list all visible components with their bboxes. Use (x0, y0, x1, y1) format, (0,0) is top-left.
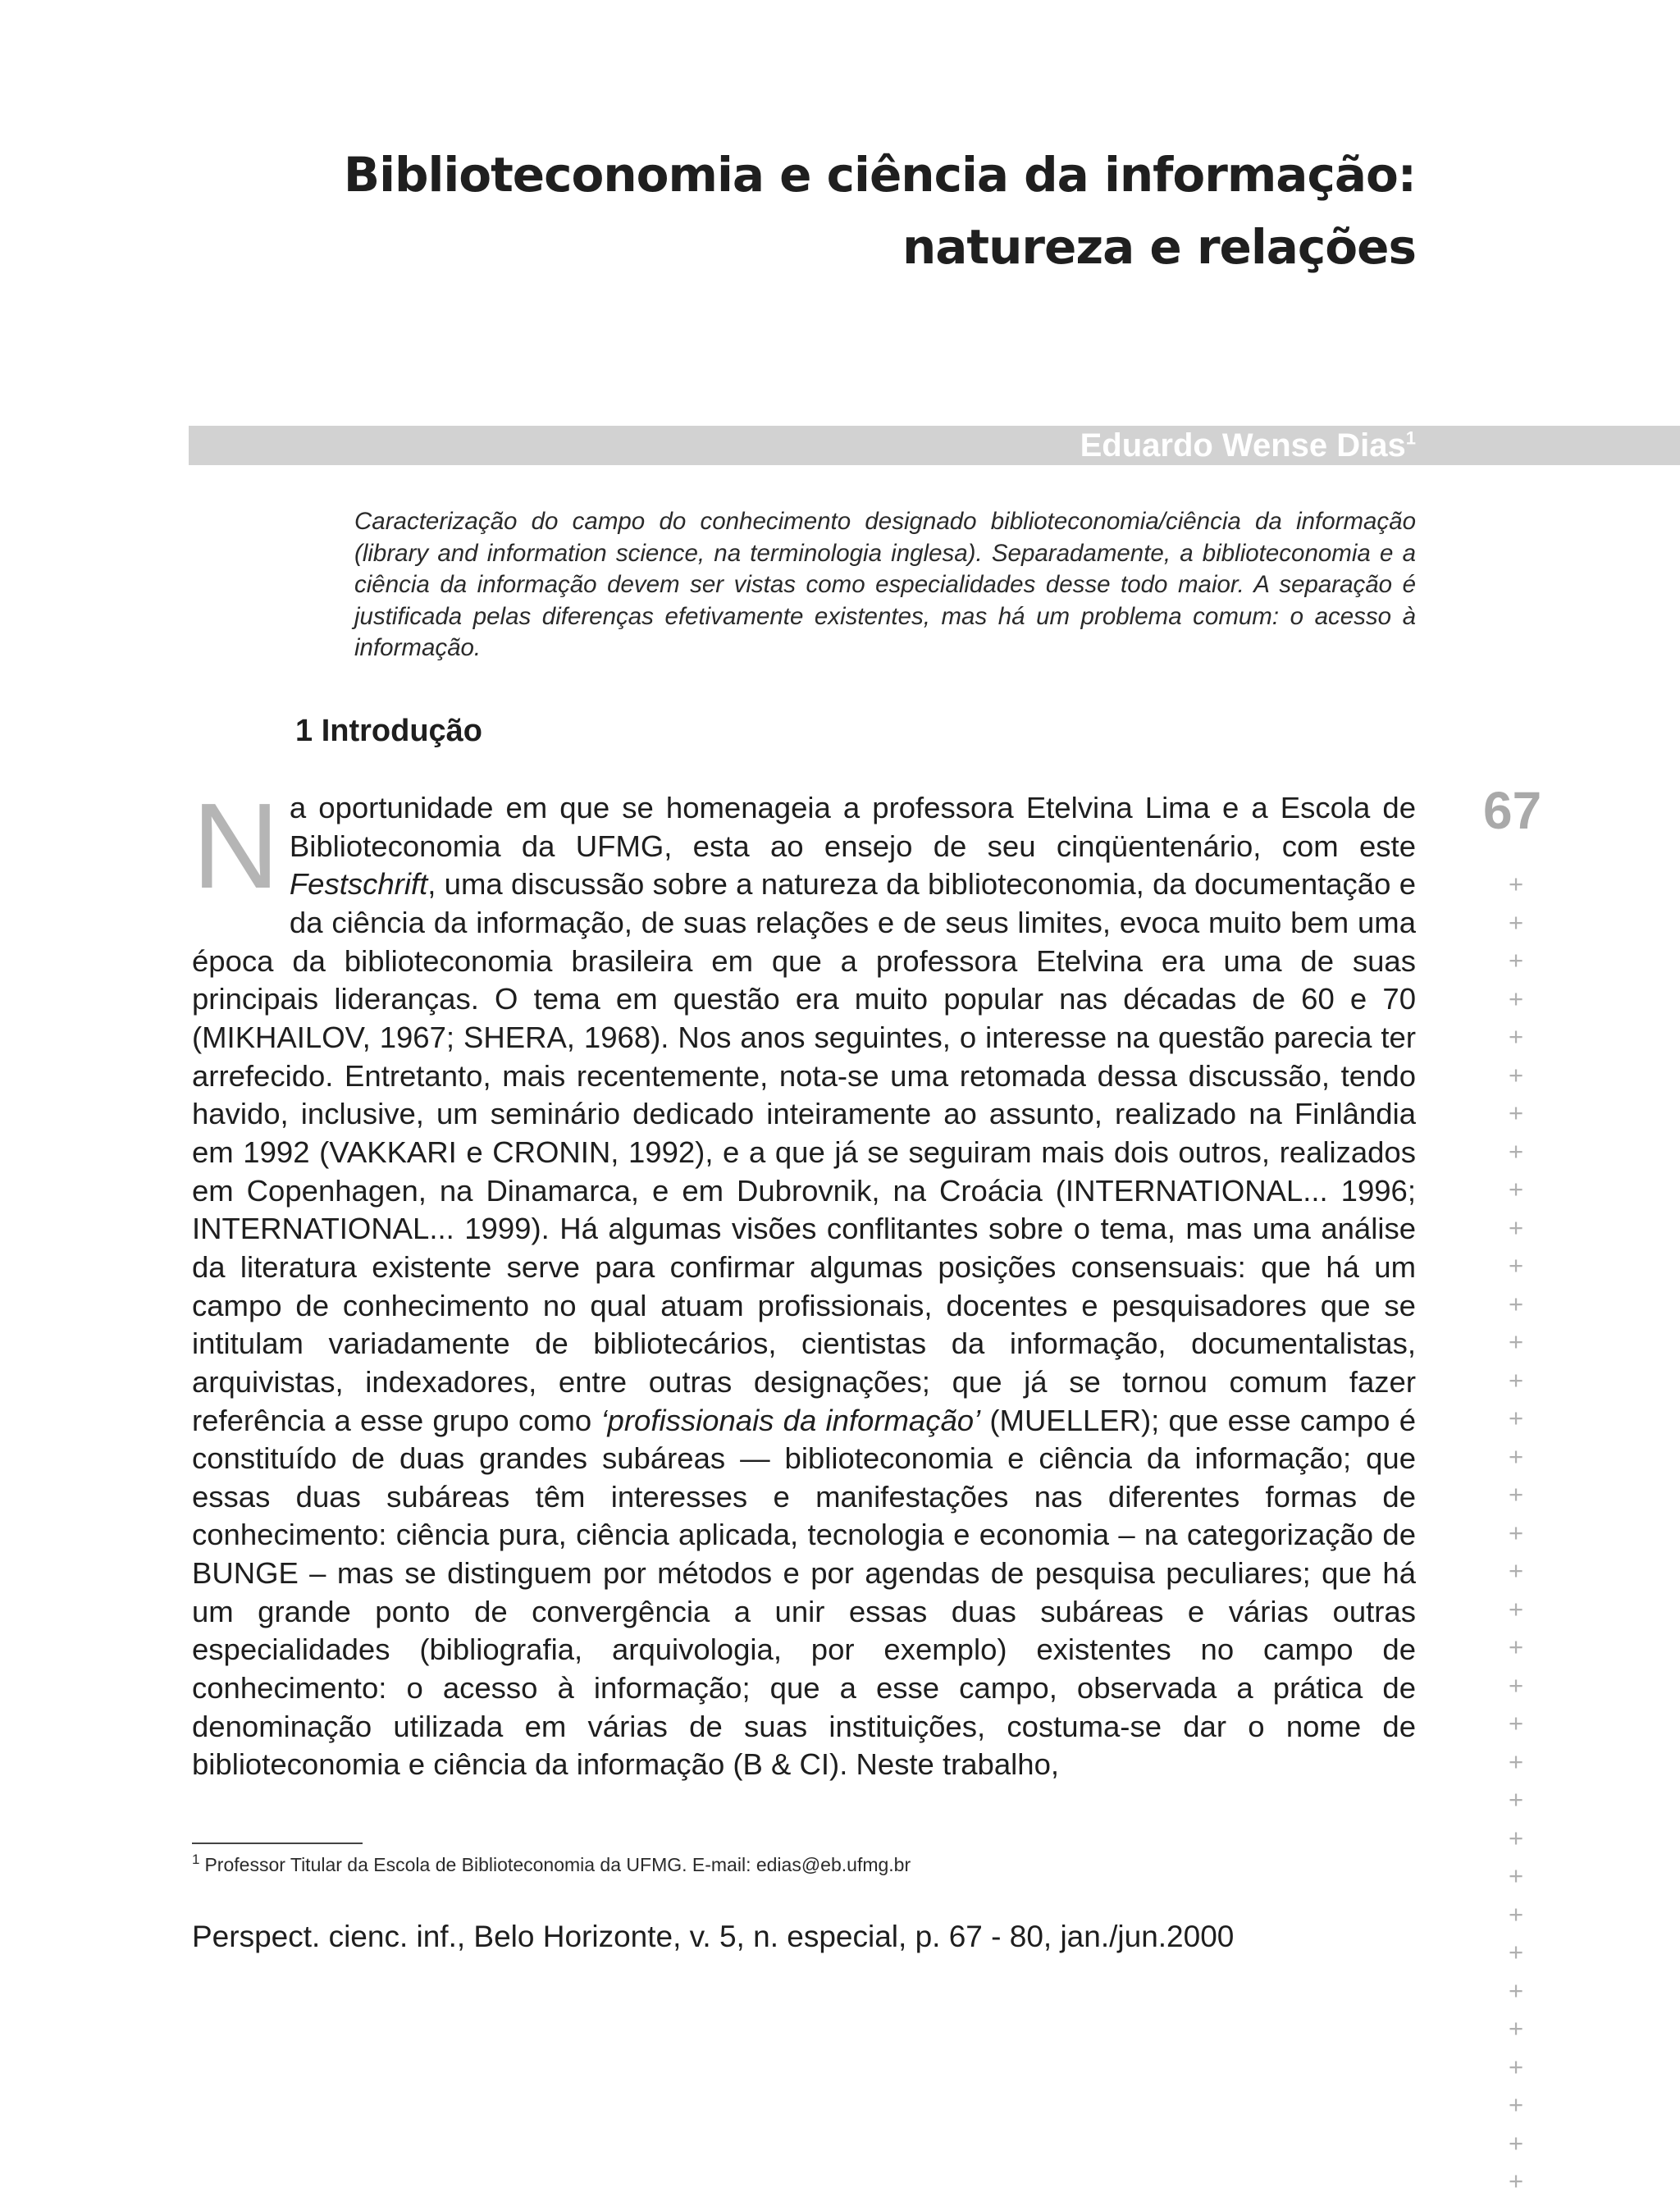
section-heading: 1 Introdução (295, 714, 483, 748)
author-name (1080, 427, 1416, 463)
margin-plus-mark: + (1508, 1404, 1524, 1432)
margin-plus-mark: + (1508, 1060, 1524, 1089)
margin-plus-mark: + (1508, 946, 1524, 975)
margin-plus-mark: + (1508, 1861, 1524, 1890)
journal-citation: Perspect. cienc. inf., Belo Horizonte, v. 5, n. especial, p. 67 - 80, jan./jun.2000 (192, 1920, 1235, 1953)
body-text-italic-2: ‘profissionais da informação’ (600, 1403, 981, 1437)
margin-plus-mark: + (1508, 2090, 1524, 2119)
abstract: Caracterização do campo do conhecimento designado biblioteconomia/ciência da informação (library and information science, na terminologia inglesa). Separadamente, a biblioteconomia e a ciência da informação devem ser vistas como especialidades desse todo maior. A separação é justificada pelas diferenças efetivamente existentes, mas há um problema comum: o acesso à informação. (354, 508, 1416, 661)
margin-plus-mark: + (1508, 1365, 1524, 1395)
margin-plus-marks (1504, 865, 1528, 2201)
margin-plus-mark: + (1508, 1938, 1524, 1966)
margin-plus-mark: + (1508, 1556, 1524, 1585)
footnote (192, 1852, 911, 1877)
margin-plus-mark: + (1508, 1899, 1524, 1929)
body-text (192, 779, 1416, 1784)
margin-plus-mark: + (1508, 1747, 1524, 1776)
margin-plus-mark: + (1508, 1175, 1524, 1203)
margin-plus-mark: + (1508, 1975, 1524, 2005)
margin-plus-mark: + (1508, 1594, 1524, 1623)
drop-cap: N (192, 779, 280, 914)
margin-plus-mark: + (1508, 1327, 1524, 1356)
margin-plus-mark: + (1508, 1480, 1524, 1509)
margin-plus-mark: + (1508, 1785, 1524, 1814)
author-name-text: Eduardo Wense Dias (1080, 427, 1406, 463)
margin-plus-mark: + (1508, 1251, 1524, 1280)
author-footnote-ref: 1 (1405, 427, 1416, 449)
margin-plus-mark: + (1508, 1212, 1524, 1242)
body-text-italic-1: Festschrift (289, 867, 428, 902)
author-bar (189, 426, 1680, 465)
margin-plus-mark: + (1508, 1098, 1524, 1127)
margin-plus-mark: + (1508, 1136, 1524, 1166)
body-text-part-1: a oportunidade em que se homenageia a professora Etelvina Lima e a Escola de Biblioteconomia da UFMG, esta ao ensejo de seu cinqüentenário, com este (289, 791, 1416, 863)
margin-plus-mark: + (1508, 1441, 1524, 1471)
article-title-line-2: natureza e relações (902, 218, 1416, 275)
margin-plus-mark: + (1508, 1670, 1524, 1700)
article-title-line-1: Biblioteconomia e ciência da informação: (343, 146, 1416, 203)
footnote-text: Professor Titular da Escola de Biblioteconomia da UFMG. E-mail: edias@eb.ufmg.br (204, 1854, 911, 1875)
margin-plus-mark: + (1508, 2128, 1524, 2158)
margin-plus-mark: + (1508, 2167, 1524, 2195)
margin-plus-mark: + (1508, 1289, 1524, 1318)
body-text-part-3: (MUELLER); que esse campo é constituído de duas grandes subáreas — biblioteconomia e ciência da informação; que essas duas subáreas têm interesses e manifestações nas diferentes formas de conhecimento: ciência pura, ciência aplicada, tecnologia e economia – na categorização de BUNGE – mas se distinguem por métodos e por agendas de pesquisa peculiares; que há um grande ponto de convergência a unir essas duas subáreas e várias outras especialidades (bibliografia, arquivologia, por exemplo) existentes no campo de conhecimento: o acesso à informação; que a esse campo, observada a prática de denominação utilizada em várias de suas instituições, costuma-se dar o nome de biblioteconomia e ciência da informação (B & CI). Neste trabalho, (192, 1403, 1416, 1782)
page-number: 67 (1483, 781, 1542, 840)
margin-plus-mark: + (1508, 907, 1524, 937)
body-text-part-2: , uma discussão sobre a natureza da biblioteconomia, da documentação e da ciência da informação, de suas relações e de seus limites, evoca muito bem uma época da biblioteconomia brasileira em que a professora Etelvina era uma de suas principais lideranças. O tema em questão era muito popular nas décadas de 60 e 70 (MIKHAILOV, 1967; SHERA, 1968). Nos anos seguintes, o interesse na questão parecia ter arrefecido. Entretanto, mais recentemente, nota-se uma retomada dessa discussão, tendo havido, inclusive, um seminário dedicado inteiramente ao assunto, realizado na Finlândia em 1992 (VAKKARI e CRONIN, 1992), e a que já se seguiram mais dois outros, realizados em Copenhagen, na Dinamarca, e em Dubrovnik, na Croácia (INTERNATIONAL... 1996; INTERNATIONAL... 1999). Há algumas visões conflitantes sobre o tema, mas uma análise da literatura existente serve para confirmar algumas posições consensuais: que há um campo de conhecimento no qual atuam profissionais, docentes e pesquisadores que se intitulam variadamente de bibliotecários, cientistas da informação, documentalistas, arquivistas, indexadores, entre outras designações; que já se tornou comum fazer referência a esse grupo como (192, 867, 1416, 1437)
margin-plus-mark: + (1508, 1632, 1524, 1661)
footnote-divider (192, 1843, 363, 1844)
article-title (246, 139, 1416, 283)
margin-plus-mark: + (1508, 870, 1524, 898)
margin-plus-mark: + (1508, 1709, 1524, 1738)
margin-plus-mark: + (1508, 2014, 1524, 2043)
margin-plus-mark: + (1508, 984, 1524, 1013)
margin-plus-mark: + (1508, 1022, 1524, 1051)
margin-plus-mark: + (1508, 2052, 1524, 2081)
margin-plus-mark: + (1508, 1518, 1524, 1547)
footnote-marker: 1 (192, 1852, 200, 1868)
margin-plus-mark: + (1508, 1823, 1524, 1852)
